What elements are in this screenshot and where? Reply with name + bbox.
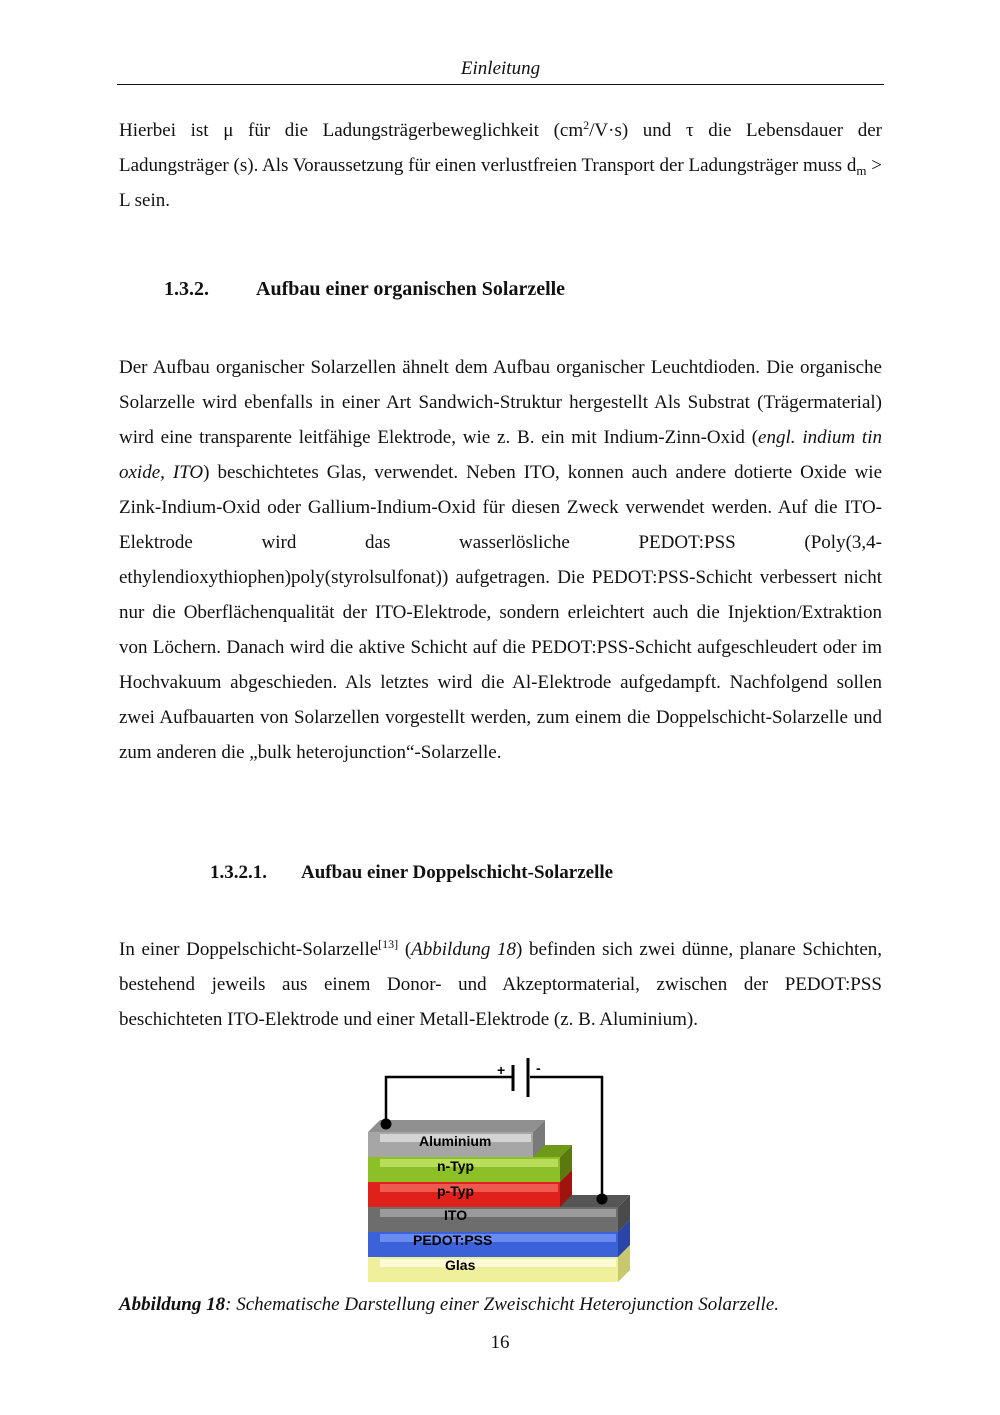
ptyp-label: p-Typ bbox=[437, 1183, 475, 1199]
caption-label: Abbildung 18 bbox=[119, 1294, 226, 1315]
para1-sub: m bbox=[856, 163, 867, 178]
paragraph-aufbau bbox=[119, 350, 882, 770]
aluminium-layer-top bbox=[368, 1120, 545, 1132]
header-rule bbox=[117, 84, 884, 85]
contact-aluminium bbox=[381, 1119, 392, 1130]
section-heading bbox=[164, 278, 565, 301]
ntyp-label: n-Typ bbox=[437, 1158, 475, 1174]
glas-label: Glas bbox=[445, 1257, 476, 1273]
running-header: Einleitung bbox=[460, 58, 541, 79]
section-title: Aufbau einer organischen Solarzelle bbox=[256, 278, 566, 300]
pedot-label: PEDOT:PSS bbox=[413, 1232, 493, 1248]
battery-plus: + bbox=[497, 1062, 506, 1078]
para1-text-c: > L sein. bbox=[119, 155, 883, 211]
contact-ito bbox=[597, 1194, 608, 1205]
para3-italic: Abbildung 18 bbox=[411, 939, 516, 960]
para1-sup: 2 bbox=[583, 118, 590, 132]
subsection-heading bbox=[210, 862, 613, 884]
ito-highlight bbox=[380, 1209, 616, 1217]
page-number: 16 bbox=[490, 1332, 510, 1353]
para3-text-b: ( bbox=[398, 939, 412, 960]
aluminium-label: Aluminium bbox=[419, 1133, 492, 1149]
paragraph-mobility bbox=[119, 113, 882, 218]
wire-left bbox=[386, 1077, 513, 1123]
solar-cell-diagram bbox=[355, 1055, 645, 1290]
citation-ref: [13] bbox=[378, 937, 399, 951]
figure-caption bbox=[119, 1294, 779, 1316]
para2-text-a: Der Aufbau organischer Solarzellen ähnelt dem Aufbau organischer Leuchtdioden. Die organische Solarzelle wird ebenfalls in einer Art Sandwich-Struktur hergestellt Als Substrat (Trägermaterial) wird eine transparente leitfähige Elektrode, wie z. B. ein mit Indium-Zinn-Oxid ( bbox=[119, 357, 882, 448]
ito-label: ITO bbox=[444, 1207, 468, 1223]
battery-minus: - bbox=[536, 1060, 541, 1076]
para1-text-b: /V·s) und τ die Lebensdauer der Ladungsträger (s). Als Voraussetzung für einen verlustfreien Transport der Ladungsträger muss d bbox=[119, 120, 883, 176]
para2-text-b: ) beschichtetes Glas, verwendet. Neben ITO, konnen auch andere dotierte Oxide wie Zink-Indium-Oxid oder Gallium-Indium-Oxid für diesen Zweck verwendet werden. Auf die ITO-Elektrode wird das wasserlösliche PEDOT:PSS (Poly(3,4-ethylendioxythiophen)poly(styrolsulfonat)) aufgetragen. Die PEDOT:PSS-Schicht verbessert nicht nur die Oberflächenqualität der ITO-Elektrode, sondern erleichtert auch die Injektion/Extraktion von Löchern. Danach wird die aktive Schicht auf die PEDOT:PSS-Schicht aufgeschleudert oder im Hochvakuum abgeschieden. Als letztes wird die Al-Elektrode aufgedampft. Nachfolgend sollen zwei Aufbauarten von Solarzellen vorgestellt werden, zum einem die Doppelschicht-Solarzelle und zum anderen die „bulk heterojunction“-Solarzelle. bbox=[119, 462, 882, 763]
paragraph-doppelschicht bbox=[119, 932, 882, 1037]
subsection-number: 1.3.2.1. bbox=[210, 862, 267, 883]
section-number: 1.3.2. bbox=[164, 278, 209, 300]
para3-text-c: ) befinden sich zwei dünne, planare Schichten, bestehend jeweils aus einem Donor- und Akzeptormaterial, zwischen der PEDOT:PSS beschichteten ITO-Elektrode und einer Metall-Elektrode (z. B. Aluminium). bbox=[119, 939, 882, 1030]
para3-text-a: In einer Doppelschicht-Solarzelle bbox=[119, 939, 379, 960]
glas-highlight bbox=[380, 1259, 616, 1267]
subsection-title: Aufbau einer Doppelschicht-Solarzelle bbox=[301, 862, 614, 883]
para1-text-a: Hierbei ist μ für die Ladungsträgerbeweglichkeit (cm bbox=[119, 120, 584, 141]
para2-italic: engl. indium tin oxide, ITO bbox=[119, 427, 882, 483]
caption-text: : Schematische Darstellung einer Zweischicht Heterojunction Solarzelle. bbox=[225, 1294, 780, 1315]
